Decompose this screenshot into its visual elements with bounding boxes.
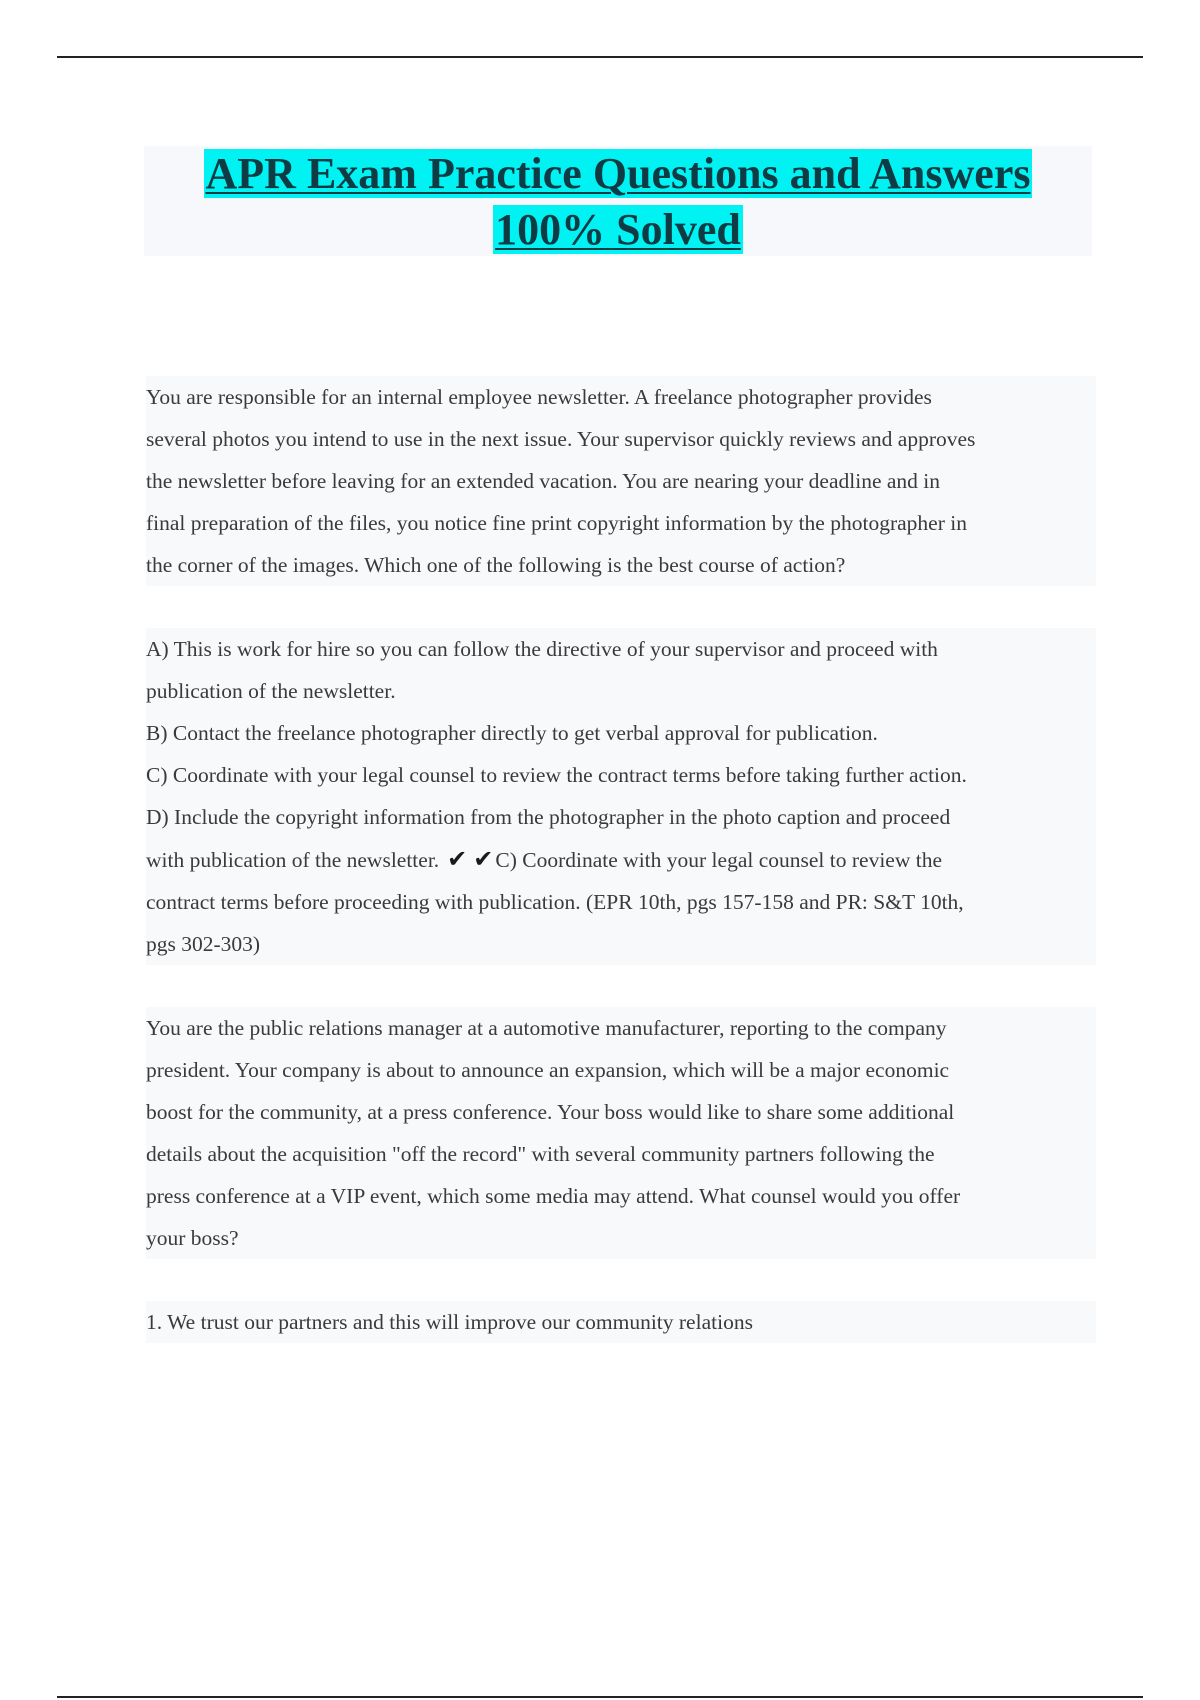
- page-title-line-1: APR Exam Practice Questions and Answers: [205, 149, 1031, 198]
- text-line: the newsletter before leaving for an extended vacation. You are nearing your deadline and in: [146, 469, 941, 493]
- top-rule: [57, 56, 1143, 58]
- question-2-options: [146, 1301, 1096, 1343]
- checkmark-icon: ✔: [447, 845, 468, 873]
- question-2-text: [146, 1007, 1096, 1259]
- page-title-line-2: 100% Solved: [495, 205, 741, 254]
- option-line: A) This is work for hire so you can follow the directive of your supervisor and proceed with: [146, 637, 938, 661]
- option-line: D) Include the copyright information from the photographer in the photo caption and proceed: [146, 805, 951, 829]
- paragraph-gap: [146, 586, 1096, 628]
- text-line: boost for the community, at a press conference. Your boss would like to share some additional: [146, 1100, 955, 1124]
- text-line: You are the public relations manager at a automotive manufacturer, reporting to the company: [146, 1016, 947, 1040]
- document-body: [146, 376, 1096, 1343]
- answer-line: [146, 838, 1096, 881]
- option-line: C) Coordinate with your legal counsel to review the contract terms before taking further action.: [146, 763, 967, 787]
- text-line: final preparation of the files, you notice fine print copyright information by the photographer in: [146, 511, 967, 535]
- paragraph-gap: [146, 965, 1096, 1007]
- title-block: [144, 146, 1092, 256]
- paragraph-gap: [146, 1259, 1096, 1301]
- text-line: details about the acquisition "off the record" with several community partners following the: [146, 1142, 935, 1166]
- answer-line-suffix: C) Coordinate with your legal counsel to review the: [495, 848, 942, 872]
- text-line: You are responsible for an internal employee newsletter. A freelance photographer provides: [146, 385, 932, 409]
- checkmark-icon: ✔: [473, 845, 494, 873]
- text-line: your boss?: [146, 1226, 239, 1250]
- answer-line-prefix: with publication of the newsletter.: [146, 848, 440, 872]
- option-line: 1. We trust our partners and this will improve our community relations: [146, 1310, 753, 1334]
- answer-line: contract terms before proceeding with publication. (EPR 10th, pgs 157-158 and PR: S&T 10th,: [146, 890, 964, 914]
- option-line: B) Contact the freelance photographer directly to get verbal approval for publication.: [146, 721, 878, 745]
- answer-line: pgs 302-303): [146, 932, 261, 956]
- text-line: press conference at a VIP event, which some media may attend. What counsel would you offer: [146, 1184, 961, 1208]
- option-line: publication of the newsletter.: [146, 679, 396, 703]
- question-1-options: [146, 628, 1096, 965]
- bottom-rule: [57, 1696, 1143, 1698]
- text-line: the corner of the images. Which one of the following is the best course of action?: [146, 553, 846, 577]
- text-line: president. Your company is about to announce an expansion, which will be a major economic: [146, 1058, 950, 1082]
- text-line: several photos you intend to use in the next issue. Your supervisor quickly reviews and approves: [146, 427, 976, 451]
- question-1-text: [146, 376, 1096, 586]
